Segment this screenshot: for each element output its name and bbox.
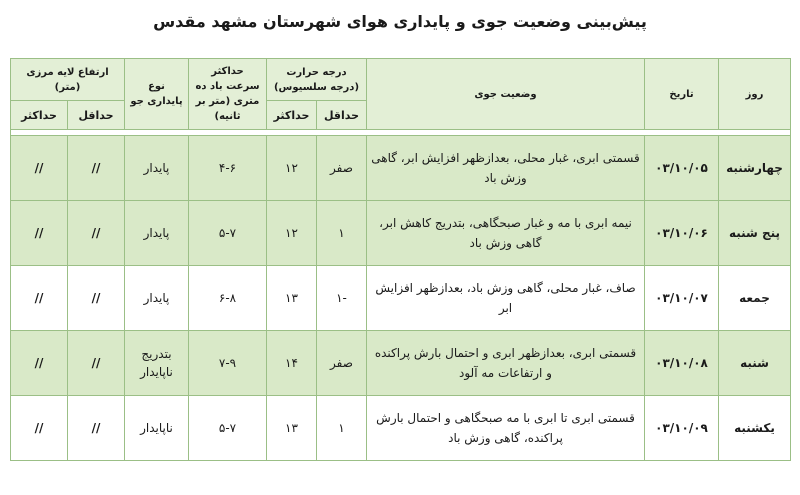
cell-date: ۰۳/۱۰/۰۵: [645, 136, 719, 201]
cell-boundary-min: //: [68, 331, 125, 396]
cell-boundary-max: //: [11, 201, 68, 266]
cell-day: جمعه: [719, 266, 791, 331]
cell-boundary-min: //: [68, 266, 125, 331]
cell-condition: صاف، غبار محلی، گاهی وزش باد، بعدازظهر افزایش ابر: [367, 266, 645, 331]
cell-stability: بتدریج ناپایدار: [125, 331, 189, 396]
cell-condition: قسمتی ابری، بعدازظهر ابری و احتمال بارش پراکنده و ارتفاعات مه آلود: [367, 331, 645, 396]
cell-temp-min: ۱: [317, 201, 367, 266]
cell-date: ۰۳/۱۰/۰۶: [645, 201, 719, 266]
cell-boundary-max: //: [11, 266, 68, 331]
cell-wind: ۵-۷: [189, 396, 267, 461]
table-row: [11, 396, 791, 461]
cell-boundary-max: //: [11, 136, 68, 201]
cell-wind: ۴-۶: [189, 136, 267, 201]
page-title: پیش‌بینی وضعیت جوی و پایداری هوای شهرستان مشهد مقدس: [153, 12, 647, 31]
cell-boundary-max: //: [11, 396, 68, 461]
cell-condition: قسمتی ابری تا ابری با مه صبحگاهی و احتمال بارش پراکنده، گاهی وزش باد: [367, 396, 645, 461]
cell-temp-min: ۱: [317, 396, 367, 461]
cell-stability: پایدار: [125, 201, 189, 266]
cell-day: پنج شنبه: [719, 201, 791, 266]
cell-date: ۰۳/۱۰/۰۷: [645, 266, 719, 331]
cell-boundary-min: //: [68, 201, 125, 266]
cell-boundary-min: //: [68, 396, 125, 461]
cell-stability: پایدار: [125, 136, 189, 201]
table-row: [11, 136, 791, 201]
cell-boundary-max: //: [11, 331, 68, 396]
header-day: روز: [719, 59, 791, 130]
forecast-table: [10, 58, 791, 461]
table-row: [11, 331, 791, 396]
header-temperature: درجه حرارت (درجه سلسیوس): [267, 59, 367, 101]
cell-temp-max: ۱۴: [267, 331, 317, 396]
cell-date: ۰۳/۱۰/۰۹: [645, 396, 719, 461]
header-temp-min: حداقل: [317, 101, 367, 130]
cell-date: ۰۳/۱۰/۰۸: [645, 331, 719, 396]
cell-temp-max: ۱۳: [267, 396, 317, 461]
header-boundary-max: حداکثر: [11, 101, 68, 130]
cell-temp-min: صفر: [317, 331, 367, 396]
header-stability: نوع پایداری جو: [125, 59, 189, 130]
cell-day: چهارشنبه: [719, 136, 791, 201]
header-condition: وضعیت جوی: [367, 59, 645, 130]
cell-wind: ۵-۷: [189, 201, 267, 266]
cell-temp-max: ۱۲: [267, 136, 317, 201]
cell-stability: ناپایدار: [125, 396, 189, 461]
header-date: تاریخ: [645, 59, 719, 130]
cell-day: شنبه: [719, 331, 791, 396]
header-boundary-layer: ارتفاع لایه مرزی (متر): [11, 59, 125, 101]
cell-day: یکشنبه: [719, 396, 791, 461]
cell-condition: قسمتی ابری، غبار محلی، بعدازظهر افزایش ابر، گاهی وزش باد: [367, 136, 645, 201]
table-row: [11, 266, 791, 331]
cell-condition: نیمه ابری با مه و غبار صبحگاهی، بتدریج کاهش ابر، گاهی وزش باد: [367, 201, 645, 266]
cell-temp-min: صفر: [317, 136, 367, 201]
cell-stability: پایدار: [125, 266, 189, 331]
cell-temp-max: ۱۳: [267, 266, 317, 331]
header-temp-max: حداکثر: [267, 101, 317, 130]
header-boundary-min: حداقل: [68, 101, 125, 130]
cell-temp-min: -۱: [317, 266, 367, 331]
cell-wind: ۶-۸: [189, 266, 267, 331]
header-wind: حداکثر سرعت باد ده متری (متر بر ثانیه): [189, 59, 267, 130]
table-row: [11, 201, 791, 266]
cell-boundary-min: //: [68, 136, 125, 201]
cell-wind: ۷-۹: [189, 331, 267, 396]
cell-temp-max: ۱۲: [267, 201, 317, 266]
